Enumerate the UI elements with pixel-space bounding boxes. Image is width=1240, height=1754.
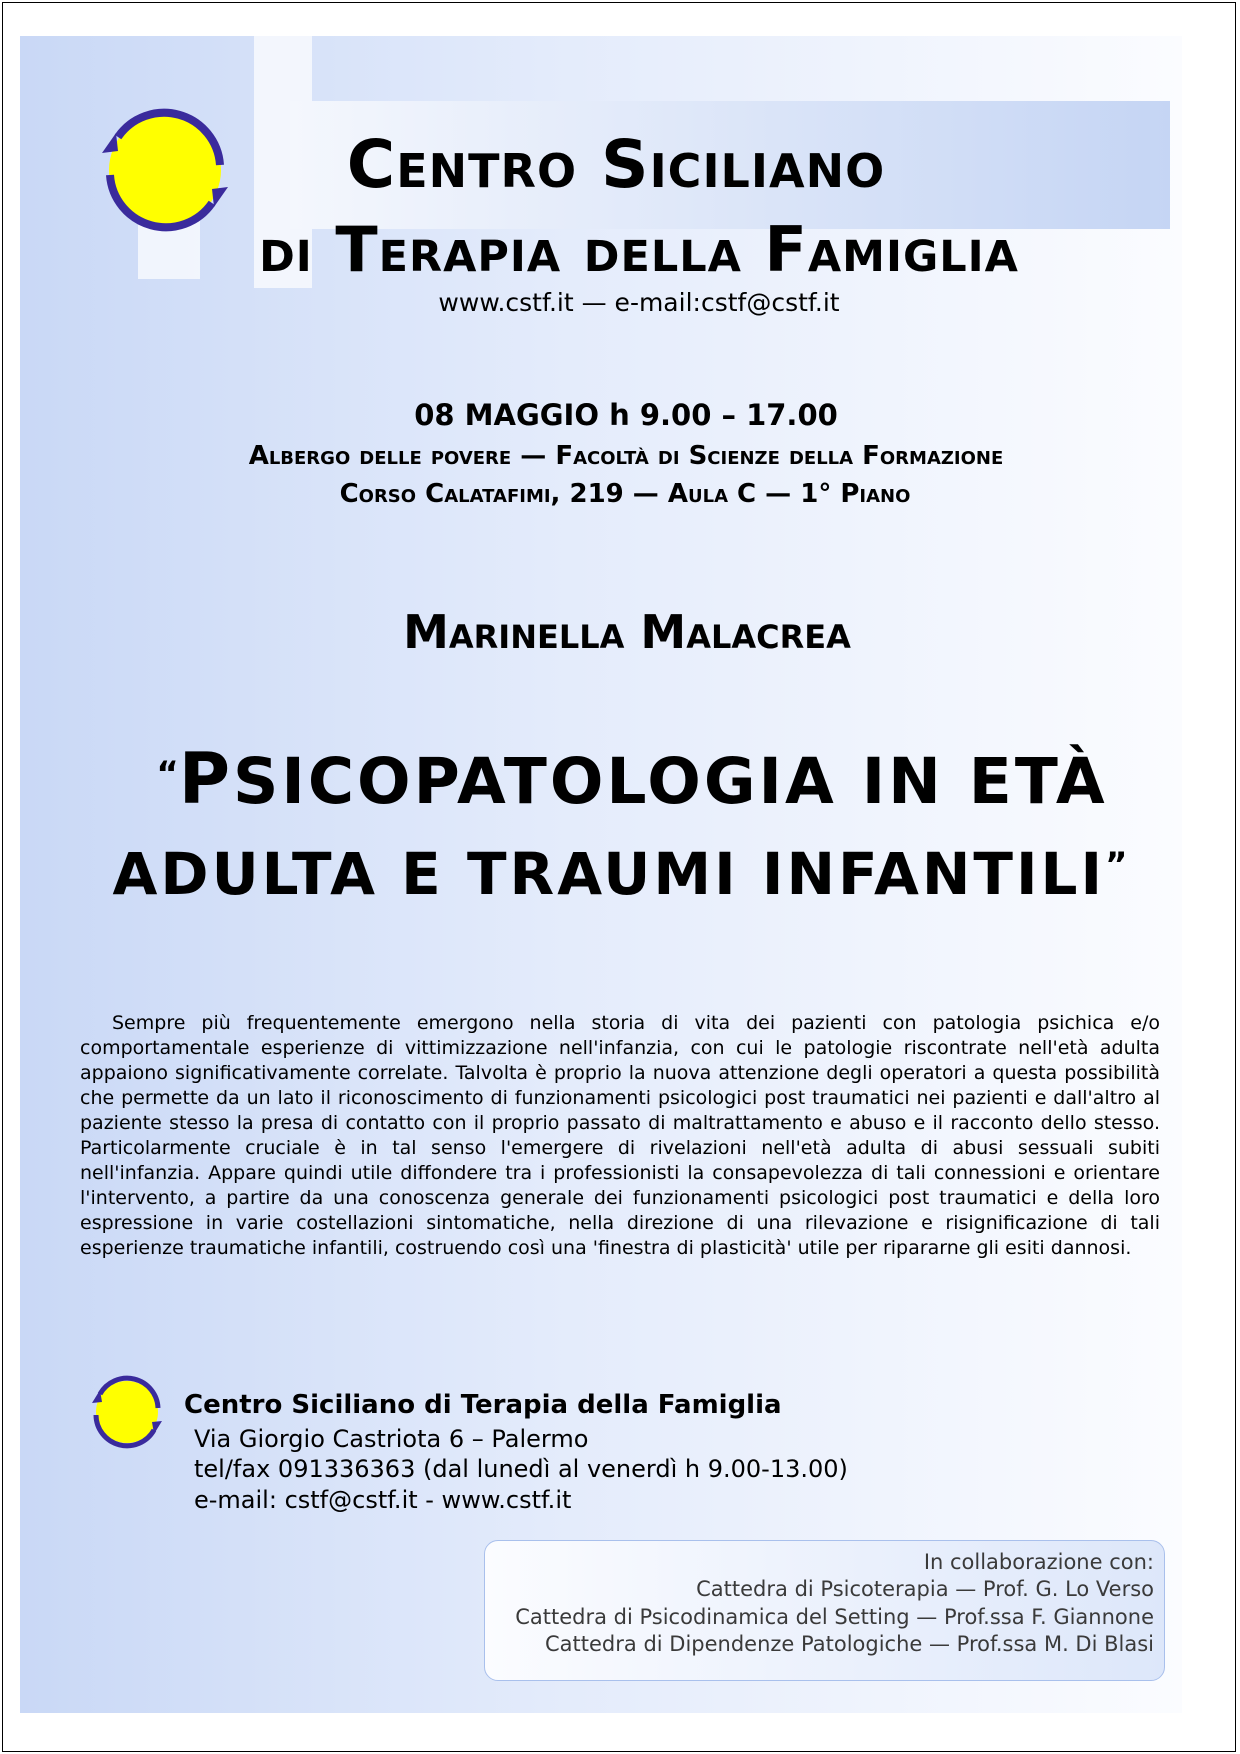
collaboration-item: Cattedra di Dipendenze Patologiche — Prof.ssa M. Di Blasi: [545, 1632, 1154, 1656]
footer-address: Via Giorgio Castriota 6 – Palermo: [194, 1425, 589, 1453]
open-quote: “: [156, 754, 179, 794]
event-place-line-2: Corso Calatafimi, 219 — Aula C — 1° Piano: [339, 479, 911, 509]
footer-org-name: Centro Siciliano di Terapia della Famiglia: [184, 1390, 782, 1420]
talk-title-first-letter: P: [178, 738, 233, 820]
talk-title-line-2-text: ADULTA E TRAUMI INFANTILI: [112, 840, 1106, 908]
footer-web: e-mail: cstf@cstf.it - www.cstf.it: [194, 1486, 572, 1514]
collaboration-item: Cattedra di Psicoterapia — Prof. G. Lo Verso: [696, 1577, 1154, 1601]
header-contacts: www.cstf.it — e-mail:cstf@cstf.it: [438, 288, 840, 317]
title-line-1: Centro Siciliano: [346, 126, 886, 203]
abstract-paragraph: Sempre più frequentemente emergono nella storia di vita dei pazienti con patologia psichica e/o comportamentale esperienze di vittimizzazione nell'infanzia, con cui le patologie riscontrate nell'età adulta appaiono significativamente correlate. Talvolta è proprio la nuova attenzione degli operatori a questa possibilità che permette da un lato il riconoscimento di funzionamenti psicologici post traumatici nei pazienti e dall'altro al paziente stesso la presa di contatto con il proprio passato di maltrattamento e abuso e il racconto dello stesso. Particolarmente cruciale è in tal senso l'emergere di rivelazioni nell'età adulta di abusi sessuali subiti nell'infanzia. Appare quindi utile diffondere tra i professionisti la consapevolezza di tali connessioni e orientare l'intervento, a partire da una conoscenza generale dei funzionamenti psicologici post traumatici e della loro espressione in varie costellazioni sintomatiche, nella direzione di una rilevazione e risignificazione di tali esperienze traumatiche infantili, costruendo così una 'finestra di plasticità' utile per ripararne gli esiti dannosi.: [80, 1012, 1160, 1259]
collaboration-item: Cattedra di Psicodinamica del Setting — Prof.ssa F. Giannone: [515, 1605, 1154, 1629]
footer-phone: tel/fax 091336363 (dal lunedì al venerdì h 9.00-13.00): [194, 1455, 848, 1483]
speaker-name: Marinella Malacrea: [403, 605, 851, 659]
close-quote: ”: [1105, 845, 1128, 885]
event-date-time: 08 MAGGIO h 9.00 – 17.00: [414, 398, 838, 432]
title-line-2: di Terapia della Famiglia: [259, 213, 1019, 286]
collaboration-heading: In collaborazione con:: [923, 1550, 1154, 1574]
talk-title-line-1: [12, 738, 1240, 820]
talk-title-line-2: [0, 840, 1240, 908]
event-place-line-1: Albergo delle povere — Facoltà di Scienze della Formazione: [248, 441, 1004, 471]
footer-logo-icon: [84, 1370, 170, 1454]
talk-title-line-1-text: SICOPATOLOGIA IN ETÀ: [233, 745, 1108, 818]
